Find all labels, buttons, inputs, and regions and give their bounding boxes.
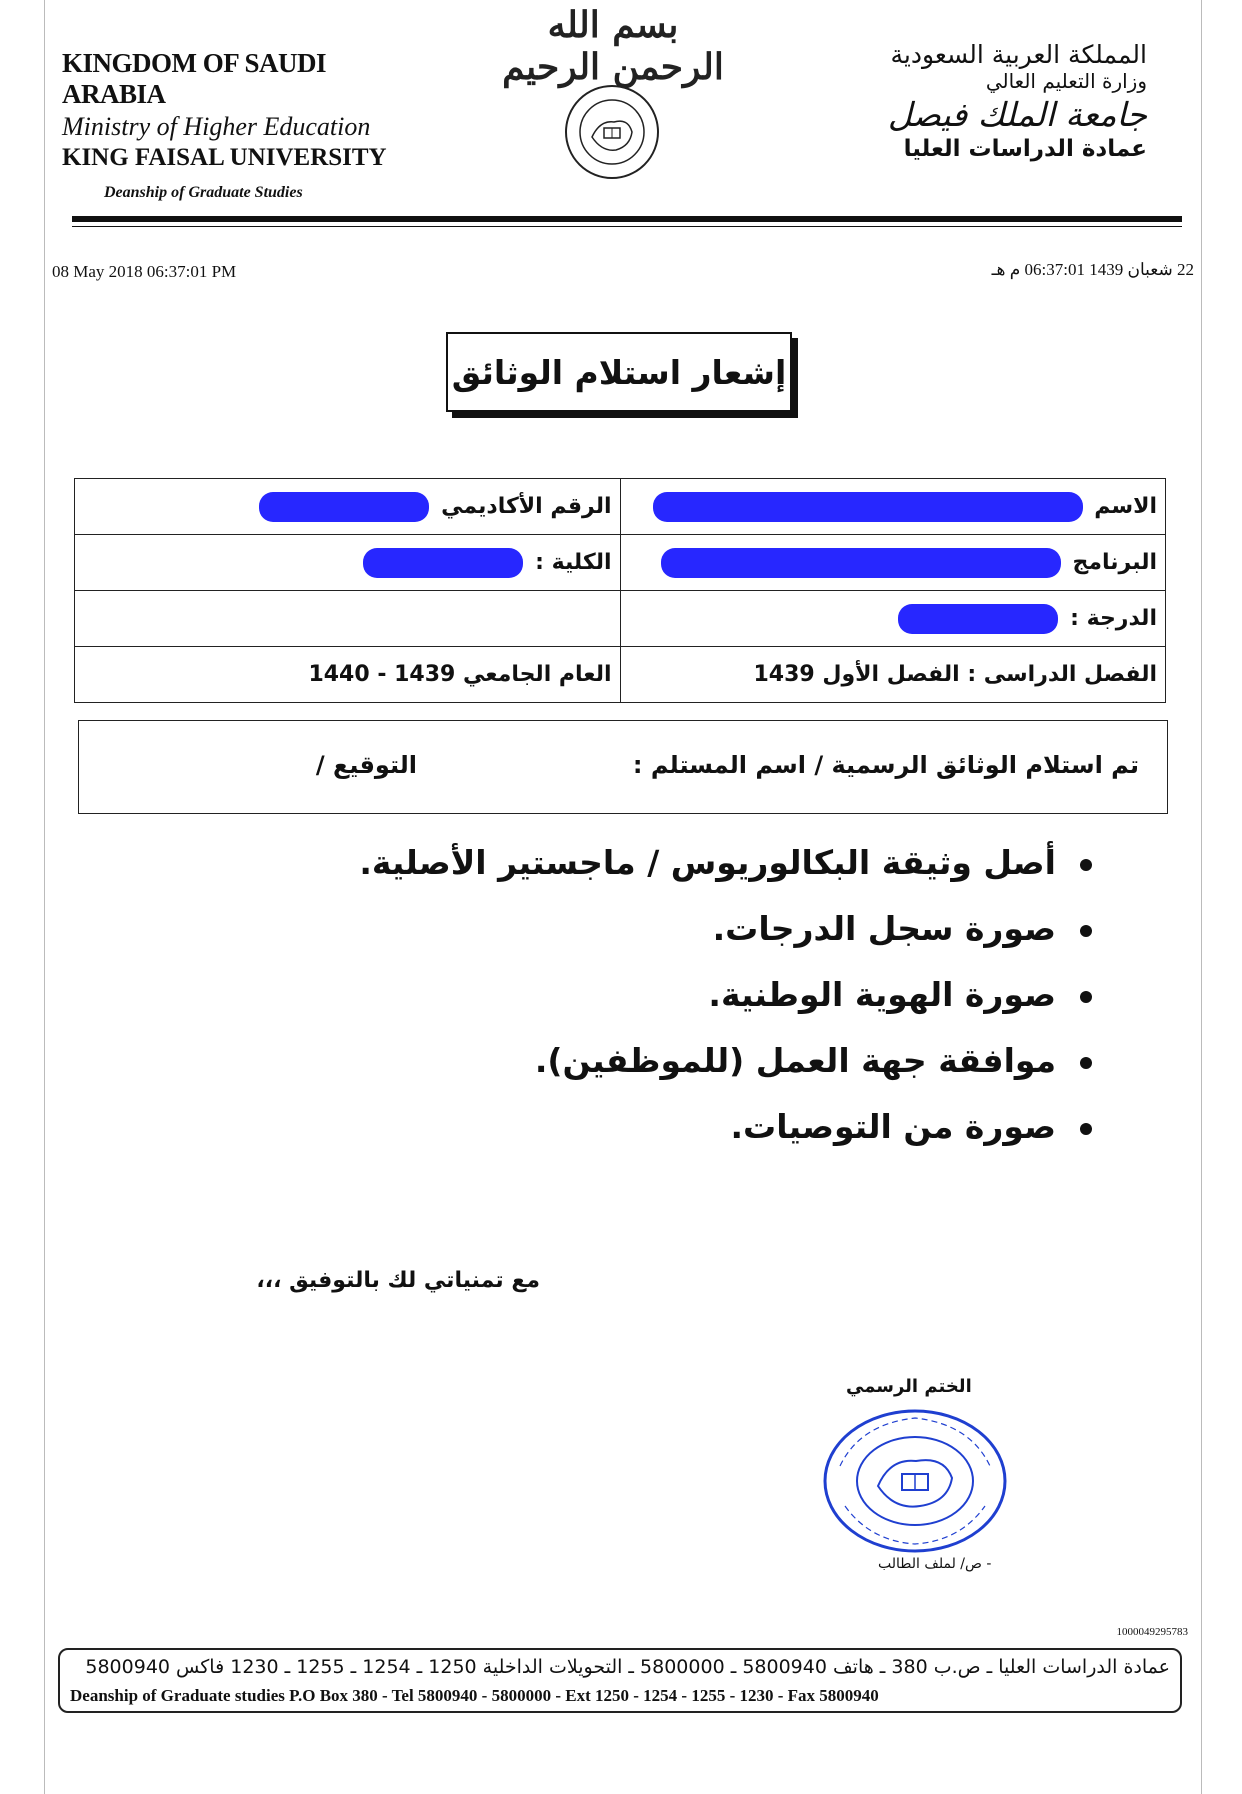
empty-cell: [75, 591, 621, 647]
header-divider-thick: [72, 216, 1182, 222]
header-en-country: KINGDOM OF SAUDI ARABIA: [62, 48, 327, 109]
header-ar-university: جامعة الملك فيصل: [887, 95, 1147, 134]
table-row: [75, 535, 1166, 591]
header-ar-country: المملكة العربية السعودية: [890, 40, 1147, 69]
date-gregorian: 08 May 2018 06:37:01 PM: [52, 262, 237, 281]
document-title: إشعار استلام الوثائق: [446, 332, 792, 412]
name-label: الاسم: [1094, 493, 1157, 519]
bullet-icon: [1080, 991, 1092, 1003]
required-documents-list: [192, 830, 1092, 1160]
university-logo: [562, 82, 662, 182]
bullet-icon: [1080, 1057, 1092, 1069]
redaction-mark: [259, 492, 429, 522]
copy-to-student-file: - ص/ لملف الطالب: [878, 1556, 992, 1572]
basmala-calligraphy: بسم الله الرحمن الرحيم: [502, 4, 724, 88]
degree-cell: [620, 591, 1166, 647]
list-item: صورة سجل الدرجات.: [192, 896, 1092, 962]
official-stamp-label: الختم الرسمي: [846, 1376, 972, 1397]
bullet-icon: [1080, 1123, 1092, 1135]
signature-label: التوقيع /: [315, 751, 417, 779]
list-item: صورة من التوصيات.: [192, 1094, 1092, 1160]
footer-contact-arabic: عمادة الدراسات العليا ـ ص.ب 380 ـ هاتف 5800940 ـ 5800000 ـ التحويلات الداخلية 1250 ـ 1254 ـ 1255 ـ 1230 فاكس 5800940: [85, 1656, 1170, 1678]
redaction-mark: [363, 548, 523, 578]
header-ar-deanship: عمادة الدراسات العليا: [903, 136, 1147, 162]
name-cell: [620, 479, 1166, 535]
date-hijri: 22 شعبان 1439 06:37:01 م هـ: [991, 260, 1194, 279]
official-stamp-icon: [820, 1406, 1010, 1556]
closing-wishes: مع تمنياتي لك بالتوفيق ،،،: [256, 1268, 540, 1293]
program-label: البرنامج: [1072, 549, 1157, 575]
redaction-mark: [653, 492, 1083, 522]
header-ar-ministry: وزارة التعليم العالي: [985, 69, 1147, 93]
student-info-table: [74, 478, 1166, 703]
redaction-mark: [898, 604, 1058, 634]
list-item: صورة الهوية الوطنية.: [192, 962, 1092, 1028]
table-row: [75, 479, 1166, 535]
academic-year-cell: العام الجامعي 1439 - 1440: [75, 647, 621, 703]
academic-number-label: الرقم الأكاديمي: [441, 493, 612, 519]
header-en-deanship: Deanship of Graduate Studies: [104, 184, 303, 201]
bullet-icon: [1080, 859, 1092, 871]
program-cell: [620, 535, 1166, 591]
list-item: أصل وثيقة البكالوريوس / ماجستير الأصلية.: [192, 830, 1092, 896]
received-by-label: تم استلام الوثائق الرسمية / اسم المستلم :: [632, 751, 1139, 779]
redaction-mark: [661, 548, 1061, 578]
footer-contact-box: [58, 1648, 1182, 1713]
list-item: موافقة جهة العمل (للموظفين).: [192, 1028, 1092, 1094]
footer-contact-english: Deanship of Graduate studies P.O Box 380 - Tel 5800940 - 5800000 - Ext 1250 - 1254 - 1255 - 1230 - Fax 5800940: [70, 1686, 879, 1705]
academic-number-cell: [75, 479, 621, 535]
degree-label: الدرجة :: [1070, 605, 1157, 631]
header-english: [62, 48, 422, 202]
college-cell: [75, 535, 621, 591]
table-row: [75, 591, 1166, 647]
receipt-box: [78, 720, 1168, 814]
header-arabic: [827, 40, 1147, 162]
header-en-university: KING FAISAL UNIVERSITY: [62, 144, 387, 171]
semester-cell: الفصل الدراسى : الفصل الأول 1439: [620, 647, 1166, 703]
header-divider-thin: [72, 226, 1182, 227]
table-row: [75, 647, 1166, 703]
college-label: الكلية :: [535, 549, 612, 575]
header-en-ministry: Ministry of Higher Education: [62, 112, 371, 141]
document-serial-number: 1000049295783: [1116, 1626, 1188, 1638]
bullet-icon: [1080, 925, 1092, 937]
